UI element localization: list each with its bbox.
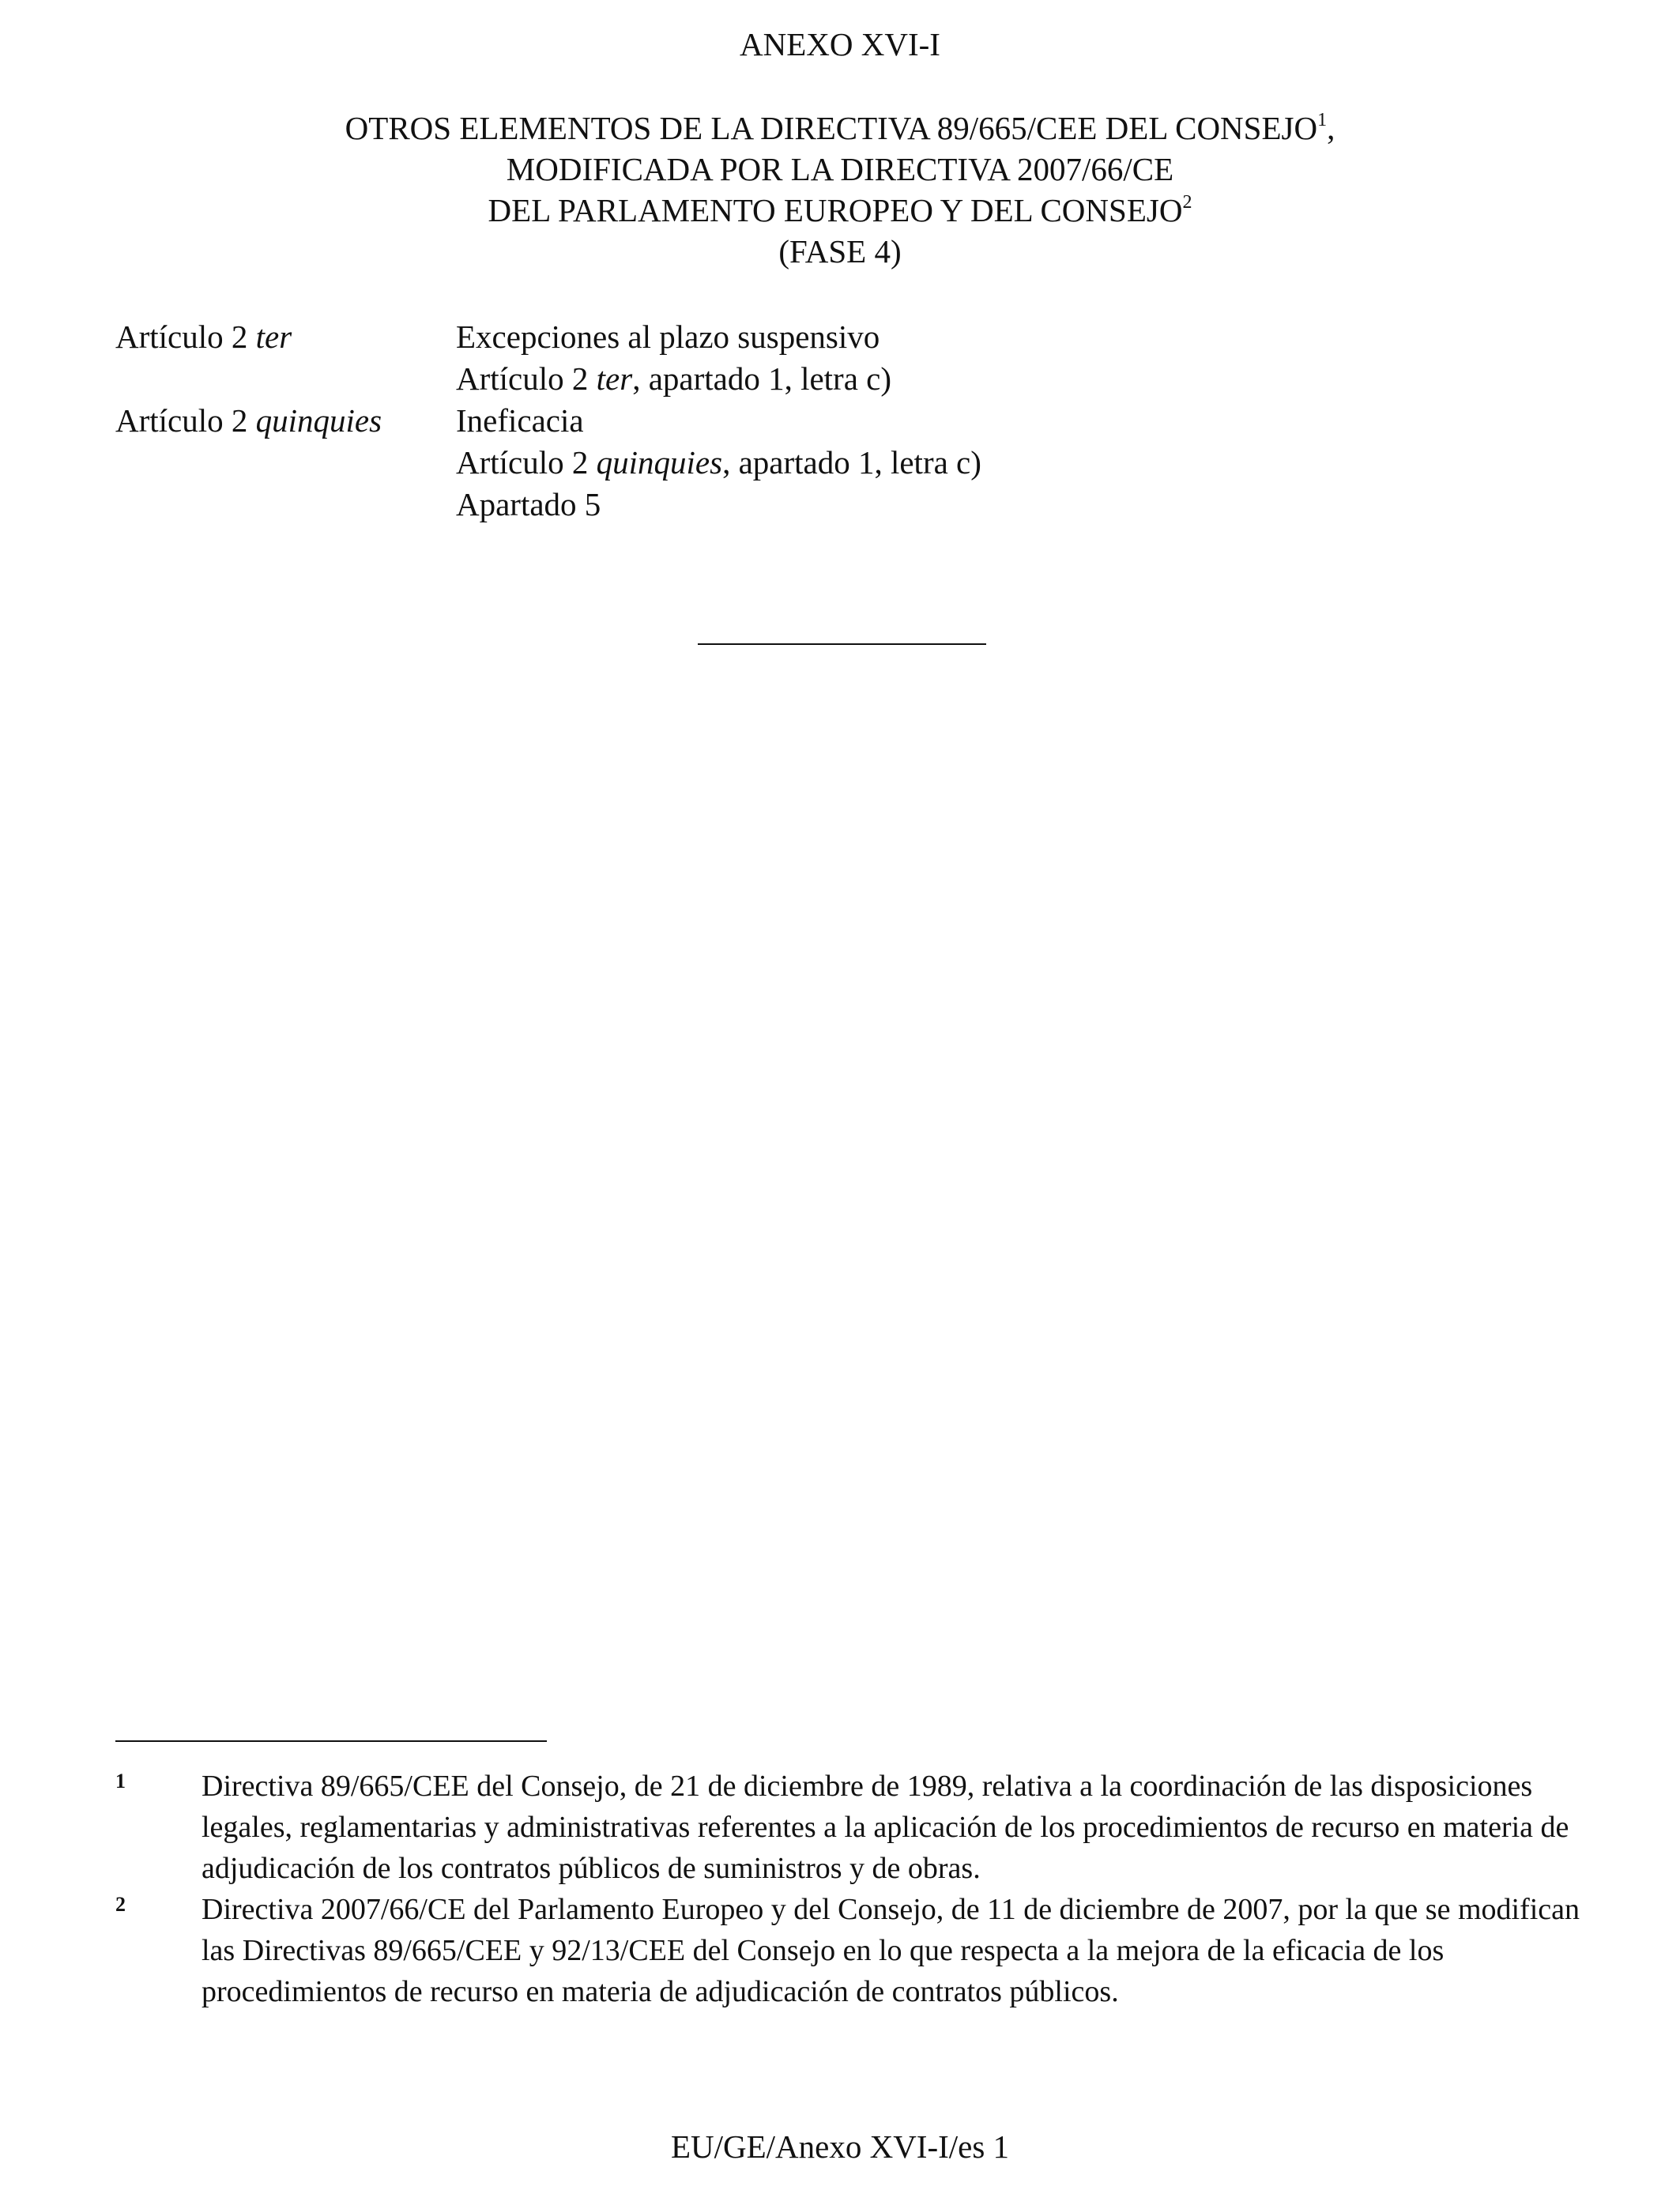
article-reference-suffix: , apartado 1, letra c) <box>722 444 981 481</box>
article-label <box>115 316 292 358</box>
article-reference-prefix: Artículo 2 <box>456 360 597 397</box>
footnote-number: 2 <box>115 1893 126 1916</box>
footnote-ref-2[interactable]: 2 <box>1182 192 1192 213</box>
heading-line-3-text: DEL PARLAMENTO EUROPEO Y DEL CONSEJO <box>488 192 1183 228</box>
footnote-separator <box>115 1740 547 1742</box>
footnotes <box>115 1766 1585 2012</box>
article-reference-italic: quinquies <box>596 444 723 481</box>
footnote-number: 1 <box>115 1770 126 1793</box>
article-title: Excepciones al plazo suspensivo <box>456 319 880 355</box>
annex-title: ANEXO XVI-I <box>740 26 940 62</box>
footnote <box>115 1766 1585 1889</box>
footnote-text: Directiva 2007/66/CE del Parlamento Europeo y del Consejo, de 11 de diciembre de 2007, por la que se modifican las Directivas 89/665/CEE y 92/13/CEE del Consejo en lo que respecta a la mejora de la eficacia de los procedimientos de recurso en materia de adjudicación de contratos públicos. <box>202 1893 1580 2008</box>
article-reference <box>456 358 891 400</box>
article-reference-suffix: , apartado 1, letra c) <box>632 360 892 397</box>
article-label-italic: quinquies <box>255 402 382 439</box>
article-reference-prefix: Apartado 5 <box>456 486 601 522</box>
article-reference <box>456 484 601 526</box>
heading-line-4: (FASE 4) <box>778 233 902 270</box>
footnote <box>115 1889 1585 2012</box>
article-title: Ineficacia <box>456 402 584 439</box>
page-footer: EU/GE/Anexo XVI-I/es 1 <box>670 2128 1010 2165</box>
heading-line-2: MODIFICADA POR LA DIRECTIVA 2007/66/CE <box>506 151 1174 187</box>
article-reference <box>456 442 981 484</box>
article-reference-prefix: Artículo 2 <box>456 444 597 481</box>
heading-line-1-text: OTROS ELEMENTOS DE LA DIRECTIVA 89/665/CEE DEL CONSEJO <box>345 110 1318 146</box>
article-label-italic: ter <box>255 319 292 355</box>
article-label <box>115 400 382 442</box>
heading-line-1-suffix: , <box>1327 110 1335 146</box>
article-label-prefix: Artículo 2 <box>115 319 256 355</box>
footnote-ref-1[interactable]: 1 <box>1317 110 1328 131</box>
heading-line-1 <box>0 107 1680 149</box>
article-label-prefix: Artículo 2 <box>115 402 256 439</box>
footnote-text: Directiva 89/665/CEE del Consejo, de 21 de diciembre de 1989, relativa a la coordinación de las disposiciones legales, reglamentarias y administrativas referentes a la aplicación de los procedimientos de recurso en materia de adjudicación de los contratos públicos de suministros y de obras. <box>202 1770 1569 1885</box>
heading-line-3 <box>0 190 1680 231</box>
section-divider <box>698 643 986 645</box>
article-reference-italic: ter <box>596 360 633 397</box>
document-heading <box>0 107 1680 272</box>
